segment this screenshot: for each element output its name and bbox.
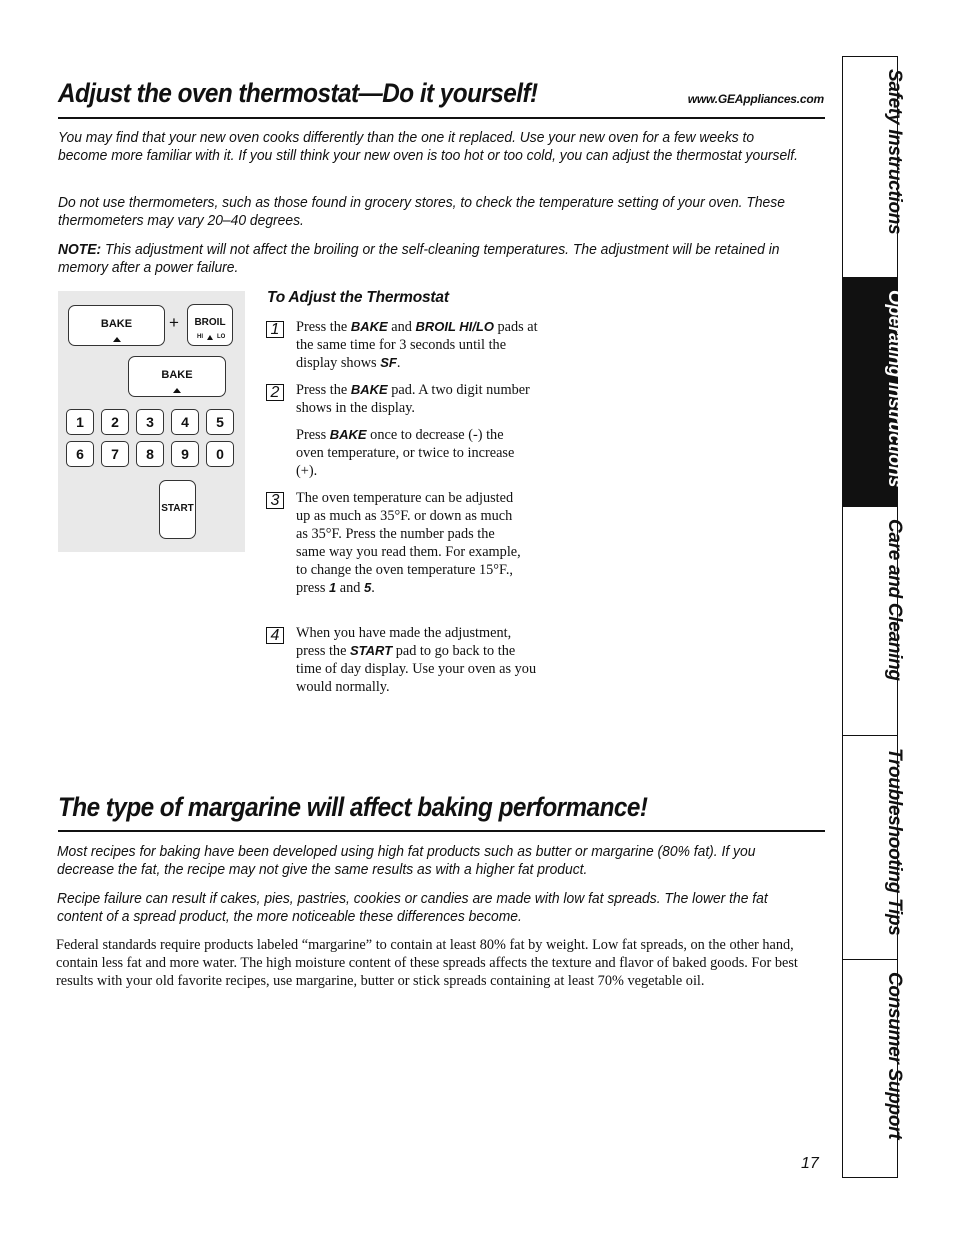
text: Press the <box>296 382 351 398</box>
number-pad-9: 9 <box>171 441 199 467</box>
text: pads at the same time for 3 seconds until the display shows <box>296 319 538 371</box>
text: Press the <box>296 319 351 335</box>
step-number: 4 <box>266 627 284 644</box>
start-pad-label: START <box>161 503 194 514</box>
intro-paragraph: You may find that your new oven cooks differently than the one it replaced. Use your new oven for a few weeks to become more familiar with it. If you still think your new oven is too hot or too cold, you can adjust the thermostat yourself. <box>58 130 798 165</box>
page-number: 17 <box>801 1155 819 1172</box>
number-pad-5: 5 <box>206 409 234 435</box>
note-paragraph <box>58 241 800 277</box>
step-text <box>296 426 521 480</box>
broil-hi-label: HI <box>197 334 203 340</box>
number-pad-1: 1 <box>66 409 94 435</box>
number-pad-4: 4 <box>171 409 199 435</box>
key-ref: 5 <box>364 580 372 595</box>
up-arrow-icon <box>113 337 121 342</box>
tab-label: Safety Instructions <box>884 69 905 235</box>
step-text <box>296 489 526 597</box>
tab-consumer-support[interactable] <box>843 960 905 1177</box>
margarine-paragraph-2: Recipe failure can result if cakes, pies, pastries, cookies or candies are made with low fat spreads. The lower the fat content of a spread product, the more noticeable these differences become. <box>57 891 768 926</box>
text: once to decrease (-) the oven temperature, or twice to increase (+). <box>296 427 515 479</box>
text: . <box>371 580 375 596</box>
tab-care-and-cleaning[interactable] <box>843 507 905 736</box>
number-pad-2: 2 <box>101 409 129 435</box>
number-pad-6: 6 <box>66 441 94 467</box>
section-title-margarine: The type of margarine will affect baking performance! <box>58 792 648 822</box>
tab-label: Troubleshooting Tips <box>884 748 905 936</box>
bake-ref: BAKE <box>350 382 388 397</box>
note-text: This adjustment will not affect the broiling or the self-cleaning temperatures. The adjustment will be retained in memory after a power failure. <box>58 242 780 277</box>
step-text <box>296 381 546 417</box>
tab-troubleshooting-tips[interactable] <box>843 736 905 960</box>
steps-heading: To Adjust the Thermostat <box>267 289 449 306</box>
display-code: SF <box>380 355 397 370</box>
text: and <box>336 580 364 596</box>
step-text <box>296 318 546 372</box>
tab-label: Consumer Support <box>884 972 905 1140</box>
up-arrow-icon <box>173 388 181 393</box>
tab-safety-instructions[interactable] <box>843 57 905 278</box>
tab-operating-instructions[interactable] <box>843 278 905 507</box>
text: Press <box>296 427 330 443</box>
plus-sign: + <box>169 313 179 332</box>
step-text <box>296 624 541 696</box>
control-panel-illustration <box>58 291 245 552</box>
step-number: 1 <box>266 321 284 338</box>
broil-lo-label: LO <box>217 334 226 340</box>
section-title-thermostat: Adjust the oven thermostat—Do it yourself! <box>58 78 538 108</box>
section-tabs <box>842 56 905 1178</box>
text: pad. A two digit number shows in the display. <box>296 382 530 416</box>
website-url[interactable]: www.GEAppliances.com <box>687 92 824 106</box>
broil-pad-label: BROIL <box>194 317 226 328</box>
tab-label: Operating Instructions <box>884 290 905 488</box>
thermometer-paragraph: Do not use thermometers, such as those found in grocery stores, to check the temperature setting of your oven. These thermometers may vary 20–40 degrees. <box>58 195 785 230</box>
number-pad-7: 7 <box>101 441 129 467</box>
step-number: 3 <box>266 492 284 509</box>
note-label: NOTE: <box>58 242 102 258</box>
bake-pad <box>68 305 165 346</box>
text: pad to go back to the time of day display. Use your oven as you would normally. <box>296 643 537 695</box>
start-ref: START <box>350 643 393 658</box>
step-number: 2 <box>266 384 284 401</box>
broil-ref: BROIL HI/LO <box>415 319 494 334</box>
bake-ref: BAKE <box>329 427 367 442</box>
number-pad-0: 0 <box>206 441 234 467</box>
bake-ref: BAKE <box>350 319 388 334</box>
title-rule <box>58 117 825 119</box>
text: and <box>387 319 416 335</box>
margarine-paragraph-3: Federal standards require products labeled “margarine” to contain at least 80% fat by weight. Low fat spreads, on the other hand, contain less fat and more water. The high moisture content of these spreads affects the texture and flavor of baked goods. For best results with your old favorite recipes, use margarine, butter or stick spreads containing at least 70% vegetable oil. <box>56 937 798 989</box>
broil-pad <box>187 304 233 346</box>
number-pad-8: 8 <box>136 441 164 467</box>
margarine-paragraph-1: Most recipes for baking have been developed using high fat products such as butter or margarine (80% fat). If you decrease the fat, the recipe may not give the same results as with a higher fat product. <box>57 844 756 879</box>
tab-label: Care and Cleaning <box>884 519 905 681</box>
bake-pad-2 <box>128 356 226 397</box>
title-rule <box>58 830 825 832</box>
bake-pad-2-label: BAKE <box>161 369 193 381</box>
bake-pad-label: BAKE <box>100 318 133 330</box>
start-pad <box>159 480 196 539</box>
text: The oven temperature can be adjusted up as much as 35°F. or down as much as 35°F. Press the number pads the same way you read them. For example, to change the oven temperature 15°F., press <box>296 490 521 596</box>
text: . <box>396 355 401 371</box>
up-arrow-icon <box>207 335 213 340</box>
key-ref: 1 <box>328 580 337 595</box>
number-pad-3: 3 <box>136 409 164 435</box>
text: When you have made the adjustment, press the <box>296 625 512 659</box>
